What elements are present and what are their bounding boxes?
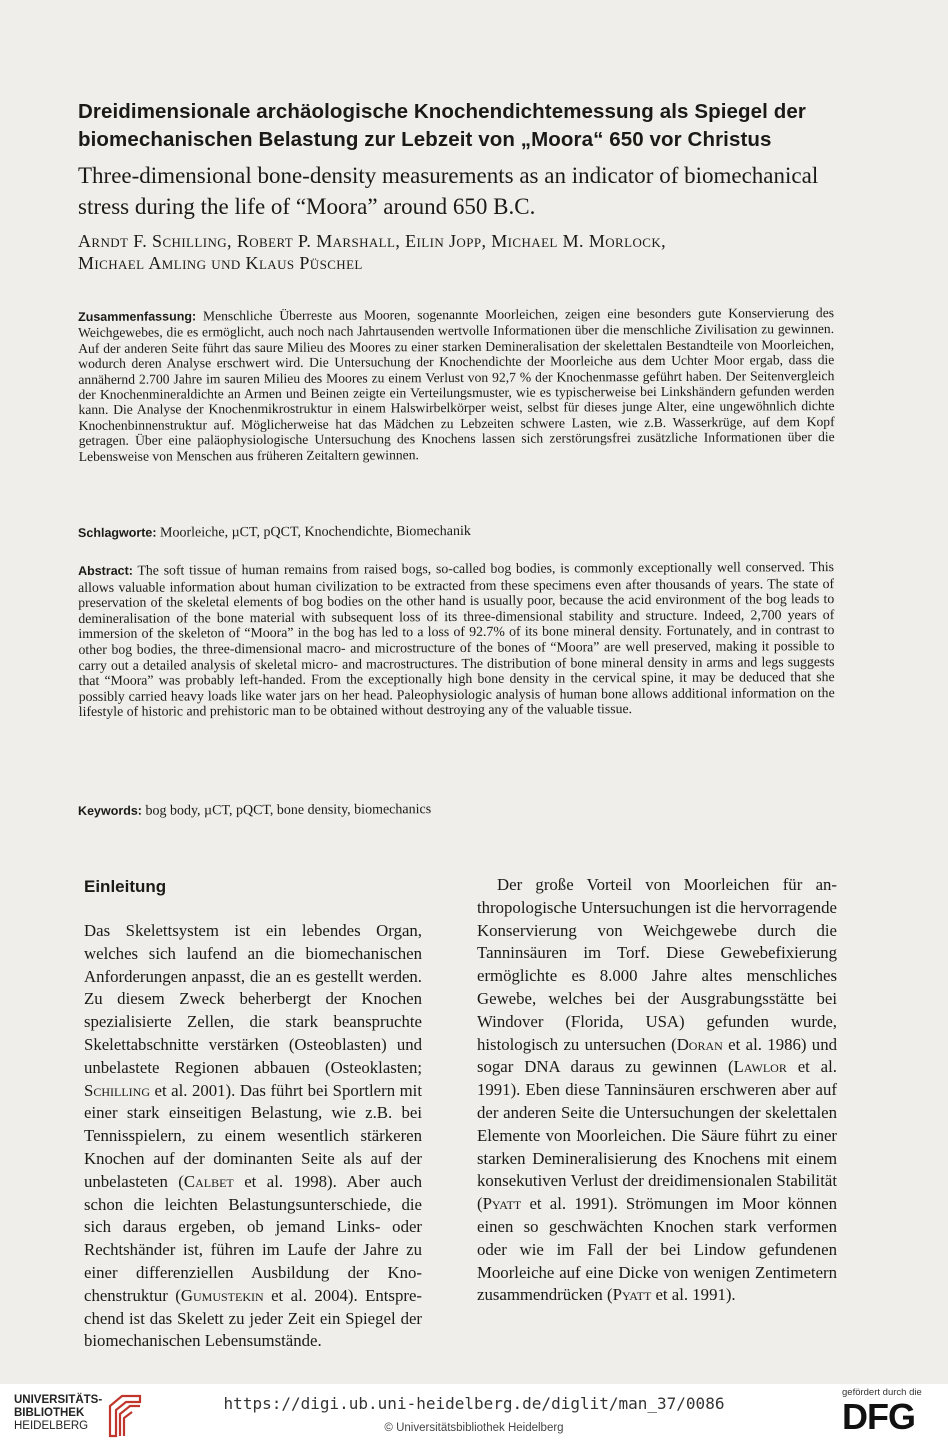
abstract-text: The soft tissue of human remains from raised bogs, so-called bog bodies, is commonly exceptionally well conserved. This allows valuable information about human civilization to be extracted from these specimens even after thousands of years. The state of preservation of the skeletal elements of bog bodies on the other hand is usually poor, because the acid environment of the bog leads to demineralisation of the bone material with subsequent loss of its three-dimensional stability and structure. Indeed, 2,700 years of immersion of the skeleton of “Moora” in the bog has led to a loss of 92.7% of its bone mineral density. Fortunately, and in contrast to other bog bodies, the three-dimensional macro- and microstructure of the bones of “Moora” are well preserved, making it possible to carry out a detailed analysis of skeletal micro- and macrostructures. The distribution of bone mineral density in arms and legs suggests that “Moora” was probably left-handed. From the exceptionally high bone density in the cervical spine, it may be deduced that she possibly carried heavy loads like water jars on her head. Paleophysiologic analysis of human bone allows additional information on the lifestyle of historic and prehistoric man to be obtained without destroying any of the valuable tissue. bbox=[78, 559, 835, 720]
schlagworte-text: Moorleiche, µCT, pQCT, Knochendichte, Biomechanik bbox=[159, 523, 471, 541]
document-url-link[interactable]: https://digi.ub.uni-heidelberg.de/diglit/man_37/0086 bbox=[223, 1394, 725, 1413]
keywords-text: bog body, µCT, pQCT, bone density, biomechanics bbox=[145, 802, 432, 819]
abstract-english bbox=[78, 559, 835, 720]
text-run: et al. 1986) und sogar DNA daraus zu gewinnen ( bbox=[477, 1034, 837, 1077]
citation: Lawlor bbox=[733, 1057, 787, 1077]
copyright-notice: © Universitätsbibliothek Heidelberg bbox=[384, 1422, 564, 1434]
text-run: Der große Vorteil von Moorleichen für anthropologische Untersuchungen ist die hervorragende Konservierung von Weichgewebe durch die Tanninsäuren im Torf. Diese Gewebefixierung ermöglichte es 8.000 Jahre altes menschliches Gewebe, welches bei der Ausgrabungsstätte bei Windover (Florida, USA) gefunden wurde, histologisch zu untersuchen ( bbox=[477, 875, 837, 1054]
section-heading-einleitung: Einleitung bbox=[84, 877, 167, 896]
schlagworte-label: Schlagworte: bbox=[78, 525, 157, 540]
citation: Calbet bbox=[183, 1171, 234, 1191]
funded-by-text: gefördert durch die bbox=[842, 1387, 922, 1398]
zusammenfassung-text: Menschliche Überreste aus Mooren, sogenannte Moorleichen, zeigen eine besonders gute Konservierung des Weichgewebes, die es ermöglicht, auch noch nach Jahrtausenden wertvolle Informationen über die menschliche Zivilisation zu gewinnen. Auf der anderen Seite führt das saure Milieu des Moores zu einer starken Demineralisation der skelettalen Bestandteile von Moorleichen, wodurch deren Analyse erschwert wird. Die Untersuchung der Knochendichte der Moorleiche aus dem Uchter Moor ergab, dass die annähernd 2.700 Jahre im sauren Milieu des Moores zu einem Verlust von 92,7 % der Knochenmasse geführt haben. Der Seitenvergleich der Knochenmineraldichte an Armen und Beinen zeigte ein Verteilungsmuster, wie es typischerweise bei Linkshändern gefunden werden kann. Die Analyse der Knochenmikrostruktur in einem Halswirbelkörper weist, selbst für dieses junge Alter, eine ungewöhnlich dichte Knochenbinnenstruktur auf. Möglicherweise hat das Mädchen zu Lebzeiten schwere Lasten, wie z.B. Wasserkrüge, auf dem Kopf getragen. Über eine paläophysiologische Untersuchung des Knochens lassen sich zerstörungsfrei zusätzliche Informationen über die Lebensweise von Menschen aus früheren Zeitaltern gewinnen. bbox=[78, 305, 835, 464]
title-english: Three-dimensional bone-density measurements as an indicator of biomechanical stress during the life of “Moora” around 650 B.C. bbox=[78, 163, 819, 219]
zusammenfassung bbox=[78, 305, 835, 464]
text-run: et al. 1991). bbox=[651, 1285, 736, 1305]
dfg-wordmark: DFG bbox=[842, 1396, 915, 1437]
zusammenfassung-label: Zusammenfassung: bbox=[78, 309, 197, 324]
library-name-line: UNIVERSITÄTS- bbox=[14, 1394, 103, 1406]
citation: Gumustekin bbox=[180, 1285, 264, 1305]
citation: Pyatt bbox=[612, 1285, 652, 1305]
schlagworte bbox=[78, 522, 834, 541]
text-run: et al. 1998). Aber auch schon die leichten Belastungsunterschiede, die sich daraus ergeben, ob jemand Links- oder Rechtshänder ist, führen im Laufe der Jahre zu einer differenziellen Ausbildung der Knochenstruktur ( bbox=[84, 1171, 422, 1305]
text-run: et al. 1991). Strömungen im Moor können einen so geschwächten Knochen stark verformen oder wie im Fall der bei Lindow gefundenen Moorleiche auf eine Dicke von wenigen Zentimetern zusammendrücken ( bbox=[477, 1194, 837, 1305]
title-german: Dreidimensionale archäologische Knochendichtemessung als Spiegel der biomechanischen Belastung zur Lebzeit von „Moora“ 650 vor Christus bbox=[78, 100, 806, 151]
authors-line-1: Arndt F. Schilling, Robert P. Marshall, Eilin Jopp, Michael M. Morlock, bbox=[78, 231, 667, 251]
library-name-line: BIBLIOTHEK bbox=[14, 1407, 85, 1419]
text-run: et al. 1991). Eben diese Tanninsäuren erschweren aber auf der anderen Seite die Untersuchungen der skelettalen Elemente von Moorleichen. Die Säure führt zu einer starken Demineralisierung des Knochens mit einem konsekutiven Verlust der dreidimensionalen Stabilität ( bbox=[477, 1057, 837, 1214]
einleitung-paragraph-1 bbox=[84, 920, 422, 1353]
citation: Schilling bbox=[84, 1080, 150, 1100]
text-run: Das Skelettsystem ist ein lebendes Organ, welches sich laufend an die biomechanischen Anforderungen anpasst, die an es gestellt werden. Zu diesem Zweck beherbergt der Knochen spezialisierte Zellen, die stark beanspruchte Skelettabschnitte verstärken (Osteoblasten) und unbelastete Regionen abbauen (Osteoklasten; bbox=[84, 921, 422, 1077]
citation: Pyatt bbox=[482, 1194, 522, 1214]
einleitung-paragraph-2 bbox=[477, 874, 837, 1307]
text-run: et al. 2004). Entsprechend ist das Skelett zu jeder Zeit ein Spiegel der biomechanischen Lebensumstände. bbox=[84, 1285, 422, 1351]
text-run: et al. 2001). Das führt bei Sportlern mit einer stark einseitigen Belastung, wie z.B. bei Tennisspielern, zu einem wesentlich stärkeren Knochen auf der dominanten Seite als auf der unbelasteten ( bbox=[84, 1080, 422, 1191]
abstract-label: Abstract: bbox=[78, 563, 133, 578]
dfg-logo[interactable] bbox=[842, 1387, 942, 1439]
keywords-label: Keywords: bbox=[78, 803, 142, 818]
citation: Doran bbox=[676, 1034, 723, 1054]
author-list bbox=[78, 230, 838, 274]
keywords bbox=[78, 800, 834, 819]
library-name-line: HEIDELBERG bbox=[14, 1420, 89, 1432]
authors-line-2: Michael Amling und Klaus Püschel bbox=[78, 253, 363, 273]
